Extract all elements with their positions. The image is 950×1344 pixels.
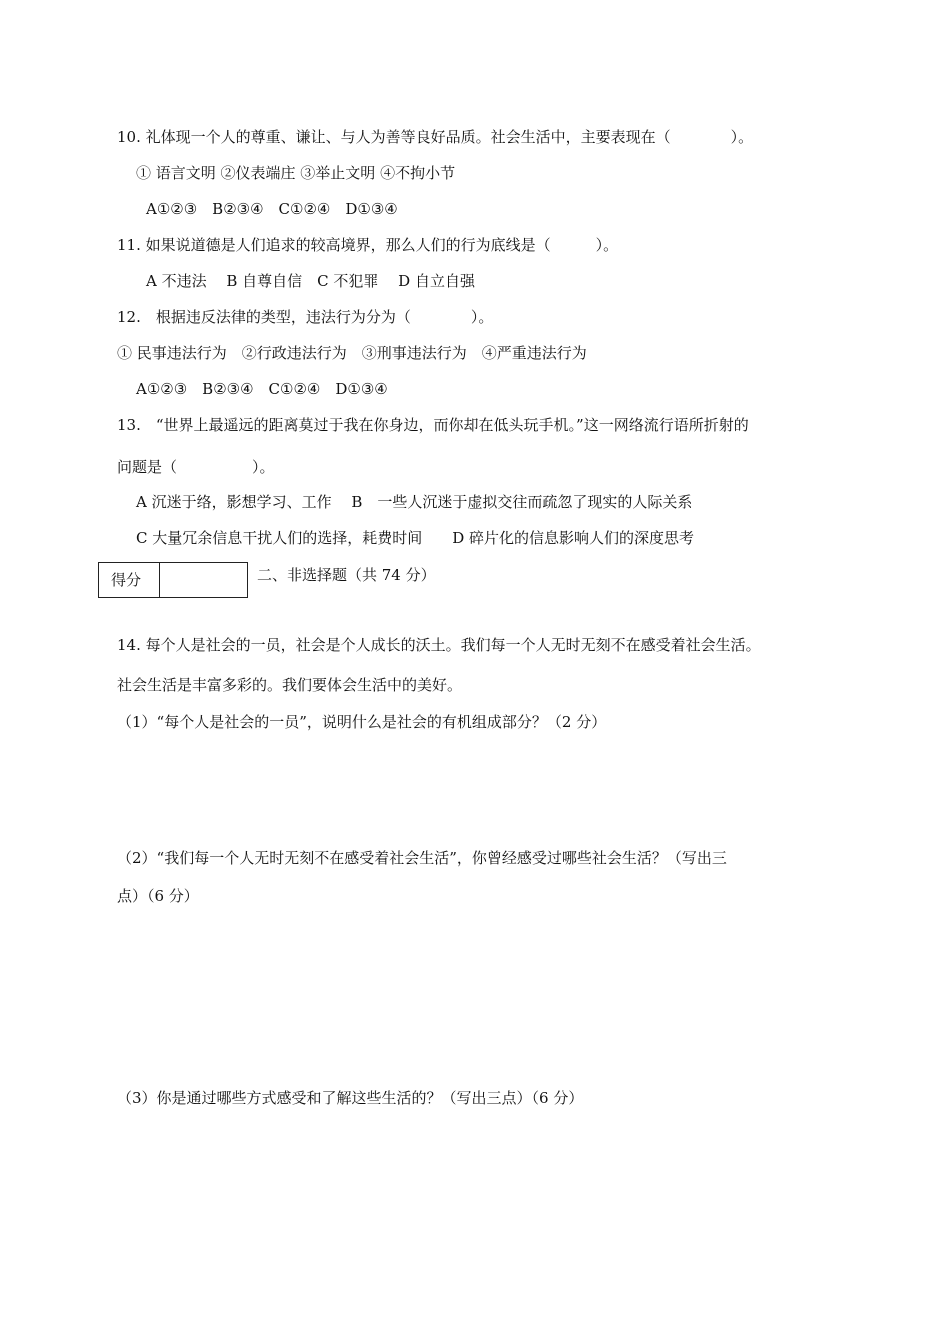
section-2-title: 二、非选择题（共 74 分） — [257, 566, 436, 584]
question-14-sub-2-line-2: 点）（6 分） — [117, 887, 199, 905]
question-11-stem: 11. 如果说道德是人们追求的较高境界，那么人们的行为底线是（ ）。 — [117, 236, 619, 254]
question-14-sub-3: （3）你是通过哪些方式感受和了解这些生活的？（写出三点）（6 分） — [117, 1089, 584, 1107]
question-14-sub-2-line-1: （2）“我们每一个人无时无刻不在感受着社会生活”，你曾经感受过哪些社会生活？（写出三 — [117, 849, 727, 867]
question-13-options-line-2: C 大量冗余信息干扰人们的选择，耗费时间 D 碎片化的信息影响人们的深度思考 — [136, 529, 695, 547]
question-12-items: ① 民事违法行为 ②行政违法行为 ③刑事违法行为 ④严重违法行为 — [117, 344, 587, 362]
question-14-sub-1: （1）“每个人是社会的一员”，说明什么是社会的有机组成部分？（2 分） — [117, 713, 607, 731]
question-13-stem-line-1: 13. “世界上最遥远的距离莫过于我在你身边，而你却在低头玩手机。”这一网络流行语所折射的 — [117, 416, 749, 434]
question-12-options: A①②③ B②③④ C①②④ D①③④ — [136, 380, 388, 398]
question-14-intro-line-1: 14. 每个人是社会的一员，社会是个人成长的沃土。我们每一个人无时无刻不在感受着社会生活。 — [117, 636, 761, 654]
question-10-items: ① 语言文明 ②仪表端庄 ③举止文明 ④不拘小节 — [136, 164, 456, 182]
question-10-options: A①②③ B②③④ C①②④ D①③④ — [146, 200, 398, 218]
question-11-options: A 不违法 B 自尊自信 C 不犯罪 D 自立自强 — [146, 272, 475, 290]
question-10-stem: 10. 礼体现一个人的尊重、谦让、与人为善等良好品质。社会生活中，主要表现在（ ）。 — [117, 128, 754, 146]
question-13-stem-line-2: 问题是（ ）。 — [117, 458, 275, 476]
question-13-options-line-1: A 沉迷于络，影想学习、工作 B 一些人沉迷于虚拟交往而疏忽了现实的人际关系 — [136, 493, 693, 511]
score-box-label: 得分 — [111, 571, 142, 589]
question-12-stem: 12. 根据违反法律的类型，违法行为分为（ ）。 — [117, 308, 494, 326]
score-box-divider — [159, 563, 160, 597]
score-box — [98, 562, 248, 598]
question-14-intro-line-2: 社会生活是丰富多彩的。我们要体会生活中的美好。 — [117, 676, 463, 694]
